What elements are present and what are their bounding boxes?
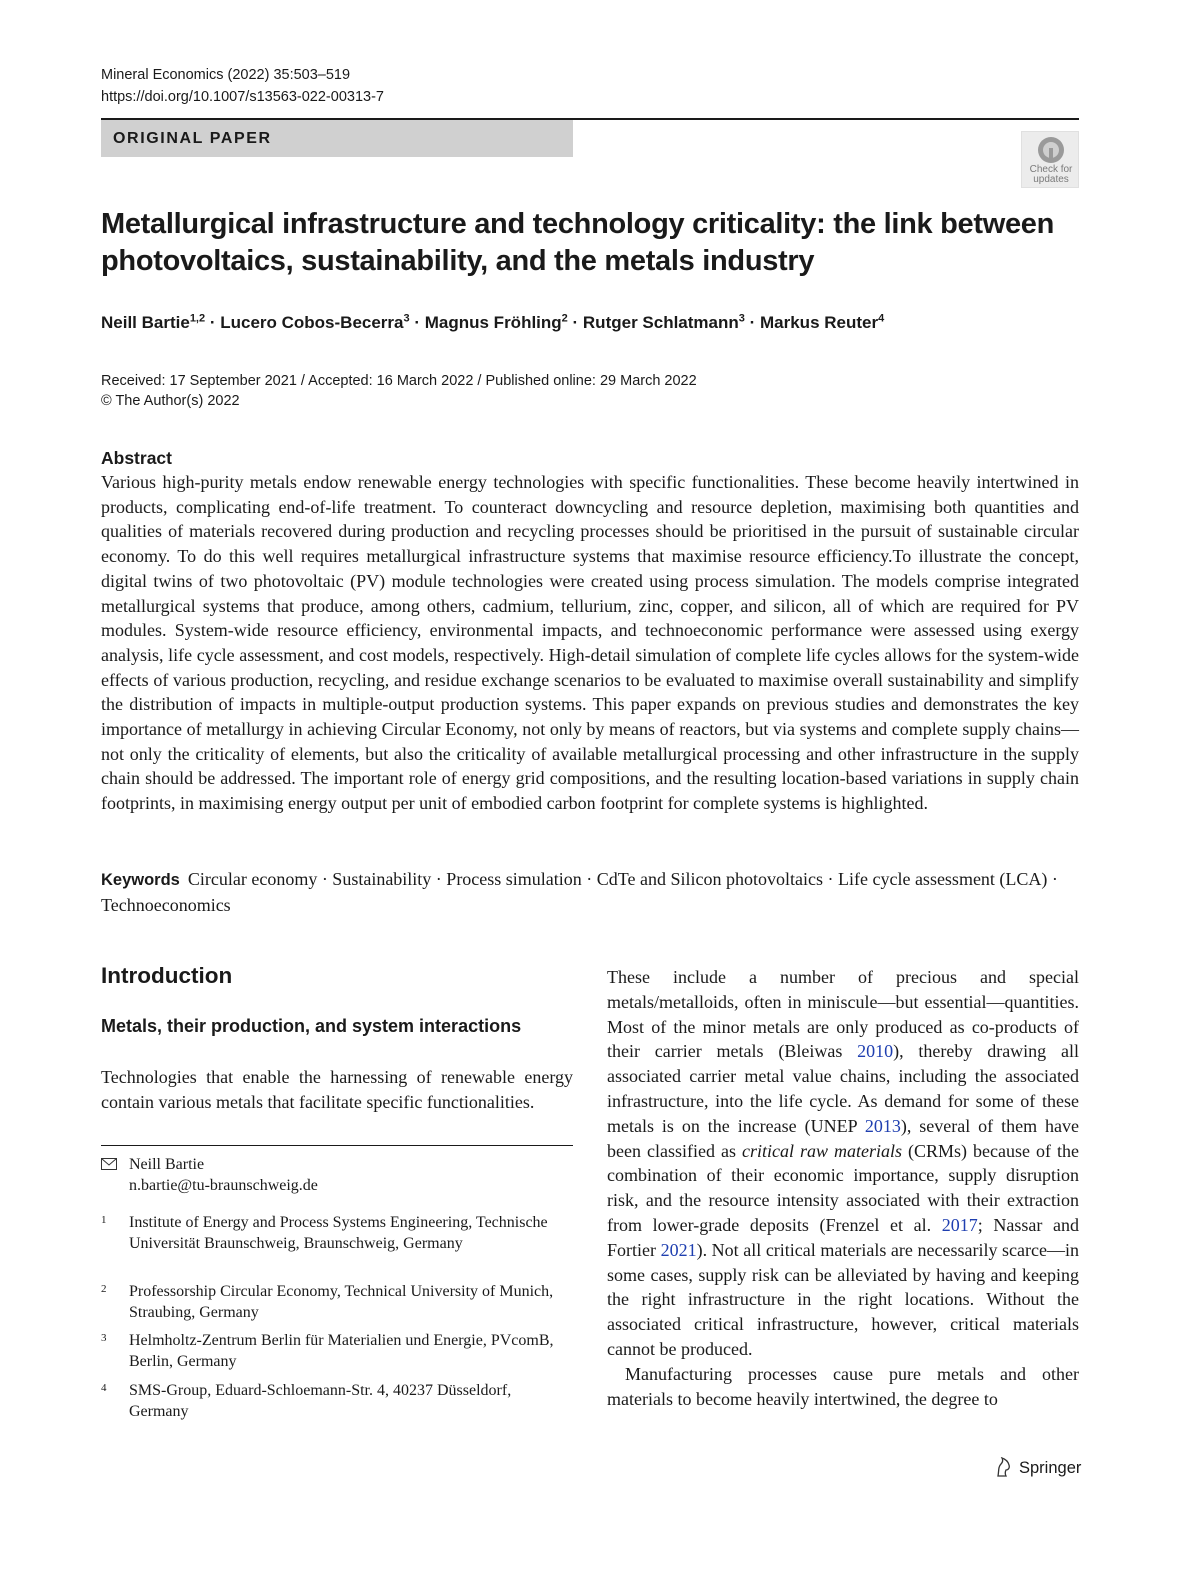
citation-link[interactable]: 2021 xyxy=(660,1239,697,1260)
history-dates: Received: 17 September 2021 / Accepted: 16 March 2022 / Published online: 29 March 2022 xyxy=(101,373,697,389)
affiliation-number: 4 xyxy=(101,1382,107,1394)
doi-link[interactable]: https://doi.org/10.1007/s13563-022-00313-7 xyxy=(101,89,384,105)
affiliation-text: SMS-Group, Eduard-Schloemann-Str. 4, 40237 Düsseldorf, Germany xyxy=(129,1382,512,1420)
author-affiliation-marker: 2 xyxy=(561,312,568,325)
envelope-icon xyxy=(101,1158,117,1170)
springer-horse-icon xyxy=(995,1457,1013,1477)
body-paragraph-right-1: These include a number of precious and special metals/metalloids, often in miniscule—but essential—quantities. Most of the minor metals are only produced as co-products of their carrier metals (Bleiwas 2010), thereby drawing all associated carrier metal value chains, including the associated infrastructure, into the life cycle. As demand for some of these metals is on the increase (UNEP 2013), several of them have been classified as critical raw materials (CRMs) because of the combination of their economic importance, supply disruption risk, and the resource intensity associated with their extraction from lower-grade deposits (Frenzel et al. 2017; Nassar and Fortier 2021). Not all critical materials are necessarily scarce—in some cases, supply risk can be alleviated by having and keeping the right infrastructure in the right locations. Without the associated critical infrastructure, however, critical materials cannot be produced. xyxy=(607,967,1080,1359)
author-separator: · xyxy=(567,313,583,332)
author-affiliation-marker: 4 xyxy=(878,312,885,325)
check-for-updates-badge[interactable] xyxy=(1021,131,1079,188)
abstract-text: Various high-purity metals endow renewable energy technologies with specific functionalities. These become heavily intertwined in products, complicating end-of-life treatment. To counteract downcycling and resource depletion, maximising both quantities and qualities of materials recovered during production and recycling processes should be prioritised in the pursuit of sustainable circular economy. To do this well requires metallurgical infrastructure systems that maximise resource efficiency.To illustrate the concept, digital twins of two photovoltaic (PV) module technologies were created using process simulation. The models comprise integrated metallurgical systems that produce, among others, cadmium, tellurium, zinc, copper, and silicon, all of which are required for PV modules. System-wide resource efficiency, environmental impacts, and technoeconomic performance were assessed using exergy analysis, life cycle assessment, and cost models, respectively. High-detail simulation of complete life cycles allows for the system-wide effects of various production, recycling, and residue exchange scenarios to be evaluated to maximise overall sustainability and simplify the distribution of impacts in multiple-output production systems. This paper expands on previous studies and demonstrates the key importance of metallurgy in achieving Circular Economy, not only by means of reactors, but via systems and complete supply chains—not only the criticality of elements, but also the criticality of available metallurgical processing and other infrastructure in the supply chain should be addressed. The important role of energy grid compositions, and the resulting location-based variations in supply chain footprints, in maximising energy output per unit of embodied carbon footprint for complete systems is highlighted. xyxy=(101,472,1079,814)
author-affiliation-marker: 1,2 xyxy=(189,312,206,325)
journal-citation: Mineral Economics (2022) 35:503–519 xyxy=(101,67,351,83)
publication-dates xyxy=(101,371,697,411)
keywords-label: Keywords xyxy=(101,871,180,889)
author-separator: · xyxy=(409,313,425,332)
check-for-updates-icon xyxy=(1036,135,1066,165)
paper-type-label: ORIGINAL PAPER xyxy=(101,120,573,157)
emphasis-term: critical raw materials xyxy=(741,1140,903,1161)
author-affiliation-marker: 3 xyxy=(738,312,745,325)
corresponding-author xyxy=(101,1154,318,1196)
copyright: © The Author(s) 2022 xyxy=(101,393,240,409)
author-name[interactable]: Neill Bartie xyxy=(101,313,190,332)
affiliation-item xyxy=(101,1213,573,1254)
author-name[interactable]: Rutger Schlatmann xyxy=(582,313,739,332)
author-separator: · xyxy=(744,313,760,332)
affiliation-number: 3 xyxy=(101,1332,107,1344)
citation-link[interactable]: 2017 xyxy=(941,1214,978,1235)
author-list xyxy=(101,310,884,336)
publisher-name: Springer xyxy=(1019,1459,1082,1477)
badge-text: Check for updates xyxy=(1029,164,1073,185)
corresponding-name: Neill Bartie xyxy=(129,1156,205,1173)
journal-header xyxy=(101,64,384,108)
body-paragraph-left: Technologies that enable the harnessing of renewable energy contain various metals that facilitate specific functionalities. xyxy=(101,1067,573,1112)
affiliation-text: Institute of Energy and Process Systems Engineering, Technische Universität Braunschweig, Braunschweig, Germany xyxy=(129,1214,548,1252)
footnote-rule xyxy=(101,1145,573,1146)
publisher-logo xyxy=(995,1456,1081,1480)
affiliation-number: 1 xyxy=(101,1214,107,1226)
affiliation-number: 2 xyxy=(101,1283,107,1295)
abstract-heading: Abstract xyxy=(101,448,172,468)
subsection-heading: Metals, their production, and system interactions xyxy=(101,1016,522,1036)
paper-title: Metallurgical infrastructure and technology criticality: the link between photovoltaics, sustainability, and the metals industry xyxy=(101,208,1055,277)
author-name[interactable]: Lucero Cobos-Becerra xyxy=(220,313,404,332)
affiliation-item xyxy=(101,1331,573,1372)
citation-link[interactable]: 2010 xyxy=(857,1041,894,1062)
body-paragraph-right-2: Manufacturing processes cause pure metals and other materials to become heavily intertwined, the degree to xyxy=(607,1363,1079,1409)
keywords xyxy=(101,867,1079,918)
keywords-list: Circular economy · Sustainability · Process simulation · CdTe and Silicon photovoltaics · Life cycle assessment (LCA) · Technoeconomics xyxy=(101,869,1058,915)
affiliation-item xyxy=(101,1282,573,1323)
author-separator: · xyxy=(205,313,221,332)
author-affiliation-marker: 3 xyxy=(403,312,410,325)
section-heading-introduction: Introduction xyxy=(101,963,233,988)
affiliation-text: Professorship Circular Economy, Technical University of Munich, Straubing, Germany xyxy=(129,1283,554,1321)
affiliation-item xyxy=(101,1381,573,1422)
corresponding-email[interactable]: n.bartie@tu-braunschweig.de xyxy=(129,1177,318,1194)
author-name[interactable]: Markus Reuter xyxy=(760,313,879,332)
body-column-right xyxy=(607,965,1079,1411)
citation-link[interactable]: 2013 xyxy=(864,1115,901,1136)
affiliation-text: Helmholtz-Zentrum Berlin für Materialien und Energie, PVcomB, Berlin, Germany xyxy=(129,1332,554,1370)
author-name[interactable]: Magnus Fröhling xyxy=(424,313,562,332)
